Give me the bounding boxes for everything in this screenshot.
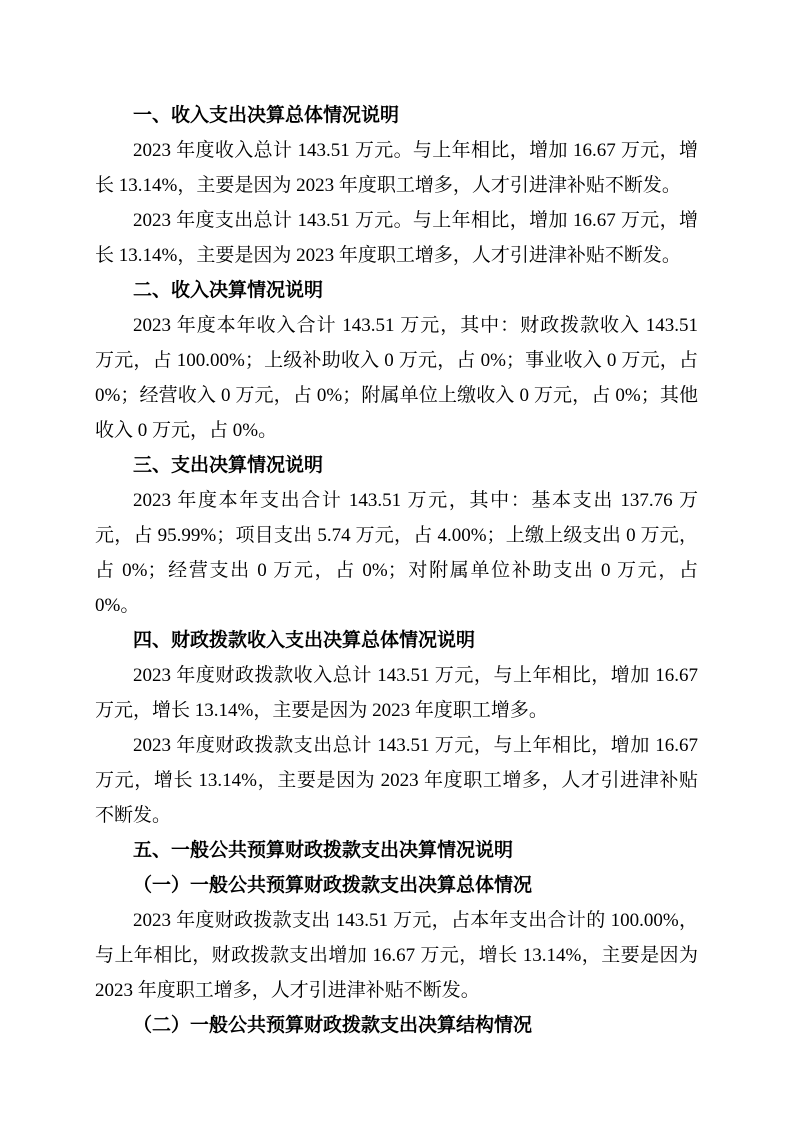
section-heading-5: 五、一般公共预算财政拨款支出决算情况说明: [133, 840, 514, 861]
paragraph: 2023 年度财政拨款支出 143.51 万元，占本年支出合计的 100.00%，与上年相比，财政拨款支出增加 16.67 万元，增长 13.14%，主要是因为 2023 年度职工增多，人才引进津补贴不断发。: [95, 910, 698, 1001]
subsection-heading-5-2: （二）一般公共预算财政拨款支出决算结构情况: [133, 1015, 533, 1036]
section-heading-2: 二、收入决算情况说明: [133, 280, 324, 301]
paragraph: 2023 年度本年收入合计 143.51 万元，其中：财政拨款收入 143.51 万元，占 100.00%；上级补助收入 0 万元，占 0%；事业收入 0 万元，占 0%；经营收入 0 万元，占 0%；附属单位上缴收入 0 万元，占 0%；其他收入 0 万元，占 0%。: [95, 315, 698, 441]
paragraph: 2023 年度财政拨款收入总计 143.51 万元，与上年相比，增加 16.67 万元，增长 13.14%，主要是因为 2023 年度职工增多。: [95, 665, 698, 721]
paragraph: 2023 年度财政拨款支出总计 143.51 万元，与上年相比，增加 16.67 万元，增长 13.14%，主要是因为 2023 年度职工增多，人才引进津补贴不断发。: [95, 735, 698, 826]
section-heading-4: 四、财政拨款收入支出决算总体情况说明: [133, 630, 476, 651]
paragraph: 2023 年度收入总计 143.51 万元。与上年相比，增加 16.67 万元，增长 13.14%，主要是因为 2023 年度职工增多，人才引进津补贴不断发。: [95, 140, 698, 196]
document-body: [95, 98, 698, 1043]
subsection-heading-5-1: （一）一般公共预算财政拨款支出决算总体情况: [133, 875, 533, 896]
paragraph: 2023 年度本年支出合计 143.51 万元，其中：基本支出 137.76 万元，占 95.99%；项目支出 5.74 万元，占 4.00%；上缴上级支出 0 万元，占 0%；经营支出 0 万元，占 0%；对附属单位补助支出 0 万元，占 0%。: [95, 490, 698, 616]
section-heading-3: 三、支出决算情况说明: [133, 455, 324, 476]
paragraph: 2023 年度支出总计 143.51 万元。与上年相比，增加 16.67 万元，增长 13.14%，主要是因为 2023 年度职工增多，人才引进津补贴不断发。: [95, 210, 698, 266]
section-heading-1: 一、收入支出决算总体情况说明: [133, 105, 400, 126]
